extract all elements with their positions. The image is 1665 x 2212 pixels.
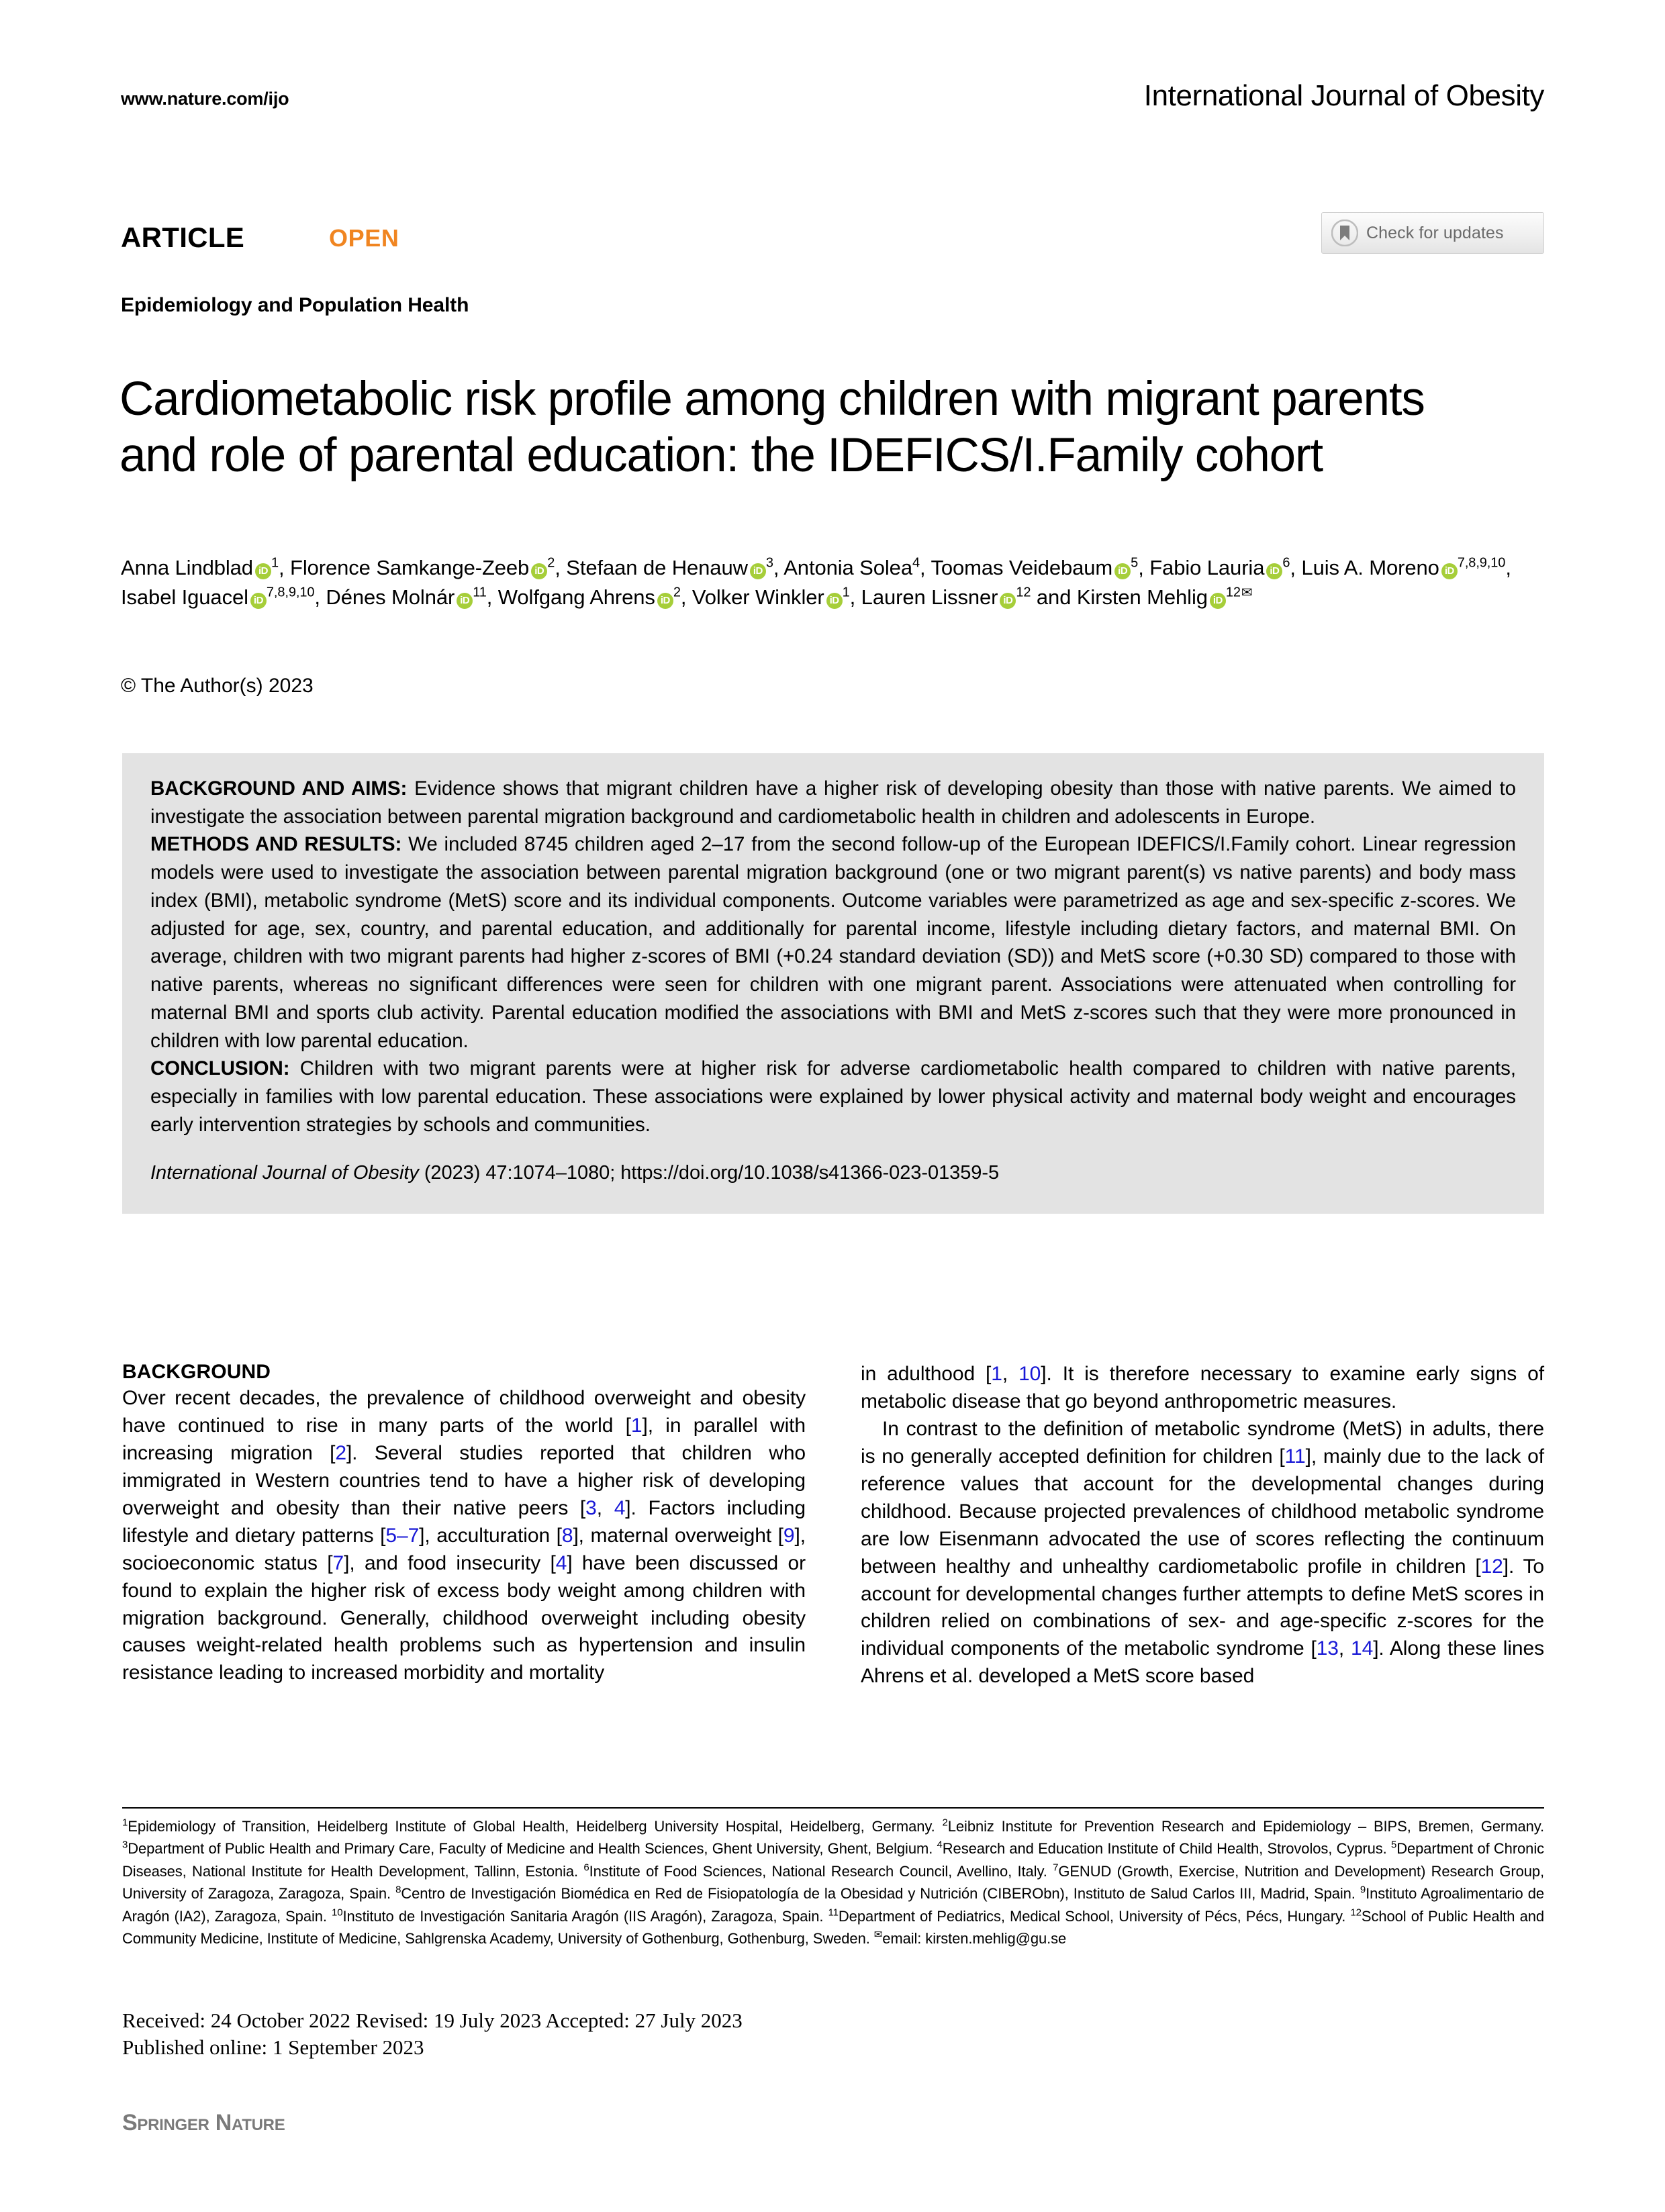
citation-ref[interactable]: 5–7 bbox=[385, 1524, 420, 1547]
author-name[interactable]: , Florence Samkange-Zeeb bbox=[278, 556, 530, 579]
author-affiliation-marker: 12 bbox=[1016, 585, 1031, 600]
author-name[interactable]: Luis A. Moreno bbox=[1301, 556, 1439, 579]
affiliation-text: Leibniz Institute for Prevention Research and Epidemiology – BIPS, Bremen, Germany. bbox=[947, 1818, 1544, 1835]
author-affiliation-marker: 7,8,9,10 bbox=[266, 585, 315, 600]
author-name[interactable]: , Stefaan de Henauw bbox=[555, 556, 748, 579]
text-run: ], mainly due to the lack of reference values that account for the developmental changes during childhood. Because projected prevalences of childhood metabolic syndrome are low Eisenmann advocated the use of scores reflecting the continuum between healthy and unhealthy cardiometabolic profile in children [ bbox=[861, 1445, 1544, 1578]
affiliation-marker: 9 bbox=[1360, 1884, 1366, 1896]
author-name[interactable]: Kirsten Mehlig bbox=[1076, 585, 1208, 610]
citation-ref[interactable]: 9 bbox=[783, 1524, 795, 1547]
author-name[interactable]: , Volker Winkler bbox=[680, 585, 824, 610]
dates-line-2: Published online: 1 September 2023 bbox=[122, 2035, 424, 2059]
author-name[interactable]: , Isabel Iguacel bbox=[121, 556, 1511, 610]
subject-kicker: Epidemiology and Population Health bbox=[121, 294, 469, 316]
text-run: ]. Several studies reported that children who immigrated in Western countries tend to have a higher risk of developing overweight and obesity than their native peers [ bbox=[122, 1441, 806, 1519]
article-type-row bbox=[121, 222, 1544, 269]
paragraph-background-1-cont bbox=[861, 1361, 1544, 1416]
journal-url[interactable]: www.nature.com/ijo bbox=[121, 89, 289, 109]
text-run: ] have been discussed or found to explain the higher risk of excess body weight among children with migration background. Generally, childhood overweight including obesity causes weight-related health problems such as hypertension and insulin resistance leading to increased morbidity and mortality bbox=[122, 1551, 806, 1684]
citation-ref[interactable]: 8 bbox=[561, 1524, 573, 1547]
author-name[interactable]: , Antonia Solea bbox=[773, 556, 912, 579]
citation-ref[interactable]: 3 bbox=[585, 1496, 597, 1519]
author-affiliation-marker: 4 bbox=[912, 555, 920, 571]
abstract-conclusion-text: Children with two migrant parents were at higher risk for adverse cardiometabolic health compared to children with native parents, especially in families with low parental education. These associations were explained by lower physical activity and maternal body weight and encourages early intervention strategies by schools and communities. bbox=[150, 1057, 1516, 1136]
text-run: ], and food insecurity [ bbox=[344, 1551, 556, 1574]
footnote-divider bbox=[122, 1807, 1544, 1809]
orcid-icon[interactable]: iD bbox=[1441, 563, 1458, 579]
text-run: , bbox=[1338, 1637, 1351, 1660]
journal-name: International Journal of Obesity bbox=[1143, 79, 1544, 112]
citation-details[interactable]: (2023) 47:1074–1080; https://doi.org/10.1038/s41366-023-01359-5 bbox=[418, 1161, 1000, 1184]
orcid-icon[interactable]: iD bbox=[1266, 563, 1282, 579]
paragraph-background-1 bbox=[122, 1385, 806, 1687]
affiliation-marker: 1 bbox=[122, 1817, 128, 1829]
author-name[interactable]: Anna Lindblad bbox=[121, 556, 253, 579]
affiliation-marker: 6 bbox=[583, 1862, 589, 1874]
affiliation-marker: 7 bbox=[1053, 1862, 1059, 1874]
orcid-icon[interactable]: iD bbox=[457, 593, 473, 609]
citation-ref[interactable]: 12 bbox=[1480, 1555, 1503, 1578]
orcid-icon[interactable]: iD bbox=[1210, 593, 1226, 609]
paragraph-background-2 bbox=[861, 1416, 1544, 1690]
abstract-background-text: Evidence shows that migrant children have a higher risk of developing obesity than those with native parents. We aimed to investigate the association between parental migration background and cardiometabolic health in children and adolescents in Europe. bbox=[150, 777, 1516, 828]
author-name[interactable]: , Toomas Veidebaum bbox=[920, 556, 1113, 579]
author-list: Anna Lindblad $iD^1$, Florence Samkange-Zeeb $iD^2$, Stefaan de Henauw $iD^3$, Antonia Solea$^4$, Toomas Veidebaum $iD^5$, Fabio Lauria $iD^6$, Luis A. Moreno iD$^{7,8,9,10}$, Isabel Iguacel iD$^{7,8,9,10}$, Dénes Molnár $iD^{11}$, Wolfgang Ahrens $iD^2$, Volker Winkler $iD^1$, Lauren Lissner $iD^{12}$ and Kirsten Mehlig $iD^{12✉}$ bbox=[121, 555, 1511, 610]
bookmark-in-circle-icon bbox=[1331, 220, 1358, 246]
author-name[interactable]: , Dénes Molnár bbox=[314, 585, 455, 610]
open-access-label: OPEN bbox=[329, 224, 399, 252]
author-name[interactable]: , Fabio Lauria bbox=[1138, 556, 1265, 579]
citation-ref[interactable]: 11 bbox=[1284, 1445, 1306, 1468]
author-affiliation-marker: 12 bbox=[1225, 585, 1241, 600]
author-affiliation-marker: 1 bbox=[842, 585, 850, 600]
abstract-box bbox=[122, 753, 1544, 1214]
citation-ref[interactable]: 1 bbox=[630, 1414, 643, 1437]
author-name[interactable]: , Wolfgang Ahrens bbox=[486, 585, 655, 610]
affiliation-text: Instituto Agroalimentario de Aragón (IA2), Zaragoza, Spain. bbox=[122, 1885, 1544, 1925]
citation-ref[interactable]: 10 bbox=[1018, 1363, 1041, 1385]
author-affiliation-marker: 7,8,9,10 bbox=[1457, 555, 1506, 571]
text-run: in adulthood [ bbox=[861, 1363, 992, 1385]
affiliation-text: Centro de Investigación Biomédica en Red de Fisiopatología de la Obesidad y Nutrición (CIBERObn), Instituto de Salud Carlos III, Madrid, Spain. bbox=[401, 1885, 1360, 1903]
affiliation-marker: 4 bbox=[937, 1839, 943, 1852]
affiliation-text: Department of Chronic Diseases, National Institute for Health Development, Tallinn, Estonia. bbox=[122, 1840, 1545, 1880]
author-affiliation-marker: 6 bbox=[1282, 555, 1290, 571]
text-run: ], in parallel with increasing migration [ bbox=[122, 1414, 806, 1464]
affiliation-text: Institute of Food Sciences, National Research Council, Avellino, Italy. bbox=[589, 1862, 1053, 1880]
orcid-icon[interactable]: iD bbox=[531, 563, 547, 579]
text-run: ], socioeconomic status [ bbox=[122, 1524, 806, 1574]
affiliation-marker: 3 bbox=[122, 1839, 128, 1852]
affiliation-text: Research and Education Institute of Child Health, Strovolos, Cyprus. bbox=[942, 1840, 1391, 1858]
email-envelope-icon[interactable]: ✉ bbox=[1241, 585, 1253, 600]
running-head bbox=[121, 79, 1544, 119]
text-run: ], acculturation [ bbox=[419, 1524, 562, 1547]
citation-journal: International Journal of Obesity bbox=[150, 1161, 419, 1184]
citation-ref[interactable]: 4 bbox=[555, 1551, 567, 1574]
author-affiliation-marker: 11 bbox=[473, 585, 487, 600]
citation-ref[interactable]: 7 bbox=[332, 1551, 344, 1574]
affiliation-text: Instituto de Investigación Sanitaria Aragón (IIS Aragón), Zaragoza, Spain. bbox=[342, 1907, 828, 1925]
publisher-logo: Springer Nature bbox=[122, 2110, 285, 2135]
affiliation-text: GENUD (Growth, Exercise, Nutrition and Development) Research Group, University of Zaragoza, Zaragoza, Spain. bbox=[122, 1862, 1544, 1903]
abstract-citation bbox=[150, 1159, 1516, 1187]
copyright-line: © The Author(s) 2023 bbox=[121, 675, 314, 697]
orcid-icon[interactable]: iD bbox=[826, 593, 843, 609]
email-envelope-icon: ✉ bbox=[873, 1929, 883, 1941]
affiliation-text: School of Public Health and Community Medicine, Institute of Medicine, Sahlgrenska Academy, University of Gothenburg, Gothenburg, Sweden. bbox=[122, 1907, 1544, 1947]
author-affiliation-marker: 3 bbox=[765, 555, 773, 571]
abstract-background-label: BACKGROUND AND AIMS: bbox=[150, 777, 408, 800]
abstract-background bbox=[150, 775, 1516, 830]
abstract-methods bbox=[150, 830, 1516, 1055]
affiliation-marker: 11 bbox=[828, 1907, 839, 1919]
author-affiliation-marker: 5 bbox=[1131, 555, 1139, 571]
section-heading-background: BACKGROUND bbox=[122, 1361, 271, 1383]
author-affiliation-marker: 2 bbox=[547, 555, 555, 571]
orcid-icon[interactable]: iD bbox=[657, 593, 673, 609]
affiliation-text: Department of Public Health and Primary Care, Faculty of Medicine and Health Sciences, Ghent University, Ghent, Belgium. bbox=[128, 1840, 937, 1858]
publication-dates bbox=[122, 2007, 743, 2061]
text-run: ]. To account for developmental changes further attempts to define MetS scores in children relied on combinations of sex- and age-specific z-scores for the individual components of the metabolic syndrome [ bbox=[861, 1555, 1545, 1660]
author-name[interactable]: , Lauren Lissner bbox=[849, 585, 998, 610]
check-for-updates-label: Check for updates bbox=[1366, 223, 1504, 242]
citation-ref[interactable]: 4 bbox=[614, 1496, 626, 1519]
orcid-icon[interactable]: iD bbox=[1000, 593, 1016, 609]
corresponding-email[interactable]: email: kirsten.mehlig@gu.se bbox=[882, 1930, 1067, 1947]
author-list-conjunction: and bbox=[1031, 585, 1072, 610]
affiliations-block bbox=[122, 1815, 1544, 1950]
citation-ref[interactable]: 2 bbox=[335, 1441, 346, 1464]
left-column bbox=[122, 1361, 806, 1750]
text-run: ]. Factors including lifestyle and dietary patterns [ bbox=[122, 1496, 806, 1547]
text-run: ], maternal overweight [ bbox=[573, 1524, 783, 1547]
abstract-conclusion-label: CONCLUSION: bbox=[150, 1057, 290, 1080]
orcid-icon[interactable]: iD bbox=[255, 563, 271, 579]
orcid-icon[interactable]: iD bbox=[250, 593, 267, 609]
abstract-methods-label: METHODS AND RESULTS: bbox=[150, 833, 402, 856]
affiliation-marker: 5 bbox=[1390, 1839, 1397, 1852]
dates-line-1: Received: 24 October 2022 Revised: 19 July 2023 Accepted: 27 July 2023 bbox=[122, 2009, 743, 2032]
citation-ref[interactable]: 1 bbox=[991, 1363, 1002, 1385]
orcid-icon[interactable]: iD bbox=[750, 563, 766, 579]
text-run: , bbox=[596, 1496, 614, 1519]
affiliation-marker: 12 bbox=[1350, 1907, 1362, 1919]
author-affiliation-marker: 1 bbox=[271, 555, 279, 571]
abstract-conclusion bbox=[150, 1055, 1516, 1139]
affiliation-marker: 2 bbox=[942, 1817, 948, 1829]
affiliation-text: Department of Pediatrics, Medical School, University of Pécs, Pécs, Hungary. bbox=[838, 1907, 1351, 1925]
orcid-icon[interactable]: iD bbox=[1114, 563, 1131, 579]
text-run: In contrast to the definition of metabolic syndrome (MetS) in adults, there is no generally accepted definition for children [ bbox=[861, 1417, 1544, 1468]
page-title: Cardiometabolic risk profile among children with migrant parents and role of parental education: the IDEFICS/I.Family cohort bbox=[120, 372, 1425, 483]
affiliation-text: Epidemiology of Transition, Heidelberg Institute of Global Health, Heidelberg University Hospital, Heidelberg, Germany. bbox=[128, 1818, 943, 1835]
right-column bbox=[861, 1361, 1544, 1750]
text-run: Over recent decades, the prevalence of childhood overweight and obesity have continued to rise in many parts of the world [ bbox=[122, 1387, 806, 1437]
abstract-methods-text: We included 8745 children aged 2–17 from the second follow-up of the European IDEFICS/I.Family cohort. Linear regression models were used to investigate the association between parental migration background (one or two migrant parent(s) vs native parents) and body mass index (BMI), metabolic syndrome (MetS) score and its individual components. Outcome variables were parametrized as age and sex-specific z-scores. We adjusted for age, sex, country, and parental education, and additionally for parental income, lifestyle including dietary factors, and maternal BMI. On average, children with two migrant parents had higher z-scores of BMI (+0.24 standard deviation (SD)) and MetS score (+0.30 SD) compared to those with native parents, whereas no significant differences were seen for children with one migrant parent. Associations were attenuated when controlling for maternal BMI and sports club activity. Parental education modified the associations with BMI and MetS z-scores such that they were more pronounced in children with low parental education. bbox=[150, 833, 1516, 1052]
citation-ref[interactable]: 14 bbox=[1351, 1637, 1374, 1660]
affiliation-marker: 8 bbox=[395, 1884, 401, 1896]
text-run: ]. Along these lines Ahrens et al. developed a MetS score based bbox=[861, 1637, 1544, 1688]
citation-ref[interactable]: 13 bbox=[1316, 1637, 1339, 1660]
author-affiliation-marker: 2 bbox=[673, 585, 681, 600]
affiliation-marker: 10 bbox=[332, 1907, 343, 1919]
text-run: ]. It is therefore necessary to examine early signs of metabolic disease that go beyond anthropometric measures. bbox=[861, 1363, 1544, 1412]
text-run: , bbox=[1002, 1363, 1019, 1385]
check-for-updates-badge[interactable] bbox=[1321, 212, 1544, 254]
article-label: ARTICLE bbox=[121, 222, 245, 253]
body-columns bbox=[122, 1361, 1544, 1750]
